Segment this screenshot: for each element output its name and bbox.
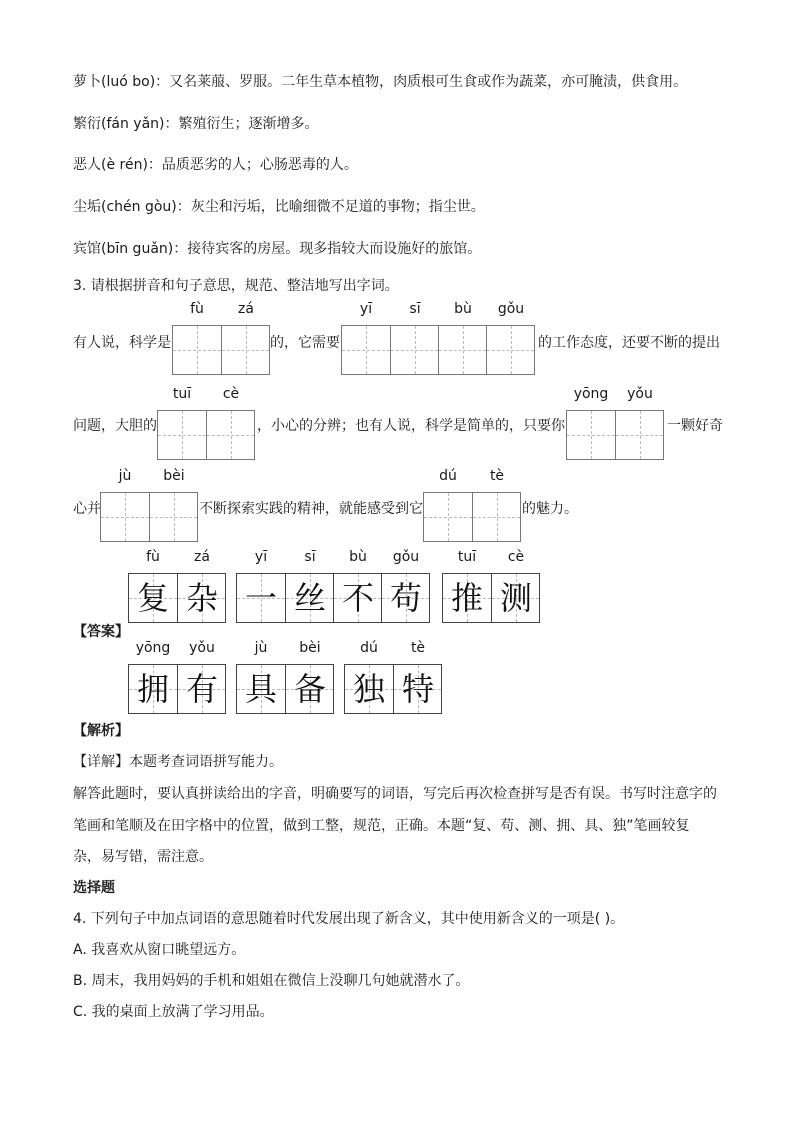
question-4: 4. 下列句子中加点词语的意思随着时代发展出现了新含义，其中使用新含义的一项是( )。 [73, 911, 625, 927]
sentence-text: 的工作态度，还要不断的提出 [538, 335, 720, 351]
writing-grid-tuice[interactable] [157, 386, 255, 460]
grid-cell[interactable] [149, 468, 197, 541]
pinyin-label: tuī [172, 386, 192, 402]
grid-cell[interactable] [615, 386, 663, 459]
pinyin-label: fù [146, 549, 160, 565]
answer-char: 复 [136, 579, 169, 617]
pinyin-label: sī [304, 549, 316, 565]
answer-grid-tuice [442, 549, 540, 623]
answer-cell [237, 640, 285, 713]
option-a[interactable]: A. 我喜欢从窗口眺望远方。 [73, 942, 246, 958]
grid-cell[interactable] [567, 386, 615, 459]
writing-grid-jubei[interactable] [100, 468, 198, 542]
answer-cell [491, 549, 539, 622]
answer-label: 【答案】 [73, 624, 129, 640]
analysis-detail: 【详解】本题考查词语拼写能力。 [73, 754, 283, 770]
answer-cell [333, 549, 381, 622]
answer-grid-fuza [128, 549, 226, 623]
answer-cell [285, 640, 333, 713]
grid-cell[interactable] [342, 301, 390, 374]
pinyin-label: dú [439, 468, 457, 484]
pinyin-label: bèi [163, 468, 185, 484]
answer-char: 独 [352, 670, 385, 708]
pinyin-label: zá [238, 301, 254, 317]
pinyin-label: tè [410, 640, 426, 656]
pinyin-label: yōng [573, 386, 609, 402]
answer-char: 不 [341, 579, 374, 617]
answer-char: 有 [185, 670, 218, 708]
writing-grid-yisibugou[interactable] [341, 301, 535, 375]
sentence-text: 问题，大胆的 [73, 418, 157, 434]
answer-cell [345, 640, 393, 713]
grid-cell[interactable] [158, 386, 206, 459]
pinyin-label: dú [360, 640, 378, 656]
answer-cell [285, 549, 333, 622]
grid-cell[interactable] [472, 468, 520, 541]
grid-cell[interactable] [438, 301, 486, 374]
sentence-text: 的魅力。 [522, 501, 578, 517]
sentence-text: ，小心的分辨；也有人说，科学是简单的，只要你 [257, 418, 565, 434]
answer-cell [129, 549, 177, 622]
pinyin-label: cè [507, 549, 525, 565]
pinyin-label: bèi [299, 640, 321, 656]
pinyin-label: zá [194, 549, 210, 565]
answer-cell [237, 549, 285, 622]
pinyin-label: cè [222, 386, 240, 402]
writing-grid-yongyou[interactable] [566, 386, 664, 460]
answer-char: 苟 [389, 579, 422, 617]
sentence-text: 不断探索实践的精神，就能感受到它 [199, 501, 423, 517]
pinyin-label: yī [359, 301, 373, 317]
answer-char: 特 [401, 670, 434, 708]
grid-cell[interactable] [173, 301, 221, 374]
answer-char: 具 [244, 670, 277, 708]
definition-luobo: 萝卜(luó bo)：又名莱菔、罗服。二年生草本植物，肉质根可生食或作为蔬菜，亦可腌渍，供食用。 [73, 74, 688, 90]
question-3: 3. 请根据拼音和句子意思，规范、整洁地写出字词。 [73, 278, 399, 294]
grid-cell[interactable] [486, 301, 534, 374]
answer-grid-yisibugou [236, 549, 430, 623]
writing-grid-dute[interactable] [423, 468, 521, 542]
answer-cell [381, 549, 429, 622]
answer-grid-yongyou [128, 640, 226, 714]
answer-grid-dute [344, 640, 442, 714]
answer-char: 拥 [136, 670, 169, 708]
pinyin-label: fù [190, 301, 204, 317]
pinyin-label: sī [409, 301, 421, 317]
answer-cell [177, 640, 225, 713]
definition-chengou: 尘垢(chén gòu)：灰尘和污垢，比喻细微不足道的事物；指尘世。 [73, 199, 485, 215]
analysis-label: 【解析】 [73, 723, 129, 739]
sentence-text: 有人说，科学是 [73, 335, 171, 351]
pinyin-label: yī [254, 549, 268, 565]
definition-binguan: 宾馆(bīn guǎn)：接待宾客的房屋。现多指较大而设施好的旅馆。 [73, 241, 482, 257]
sentence-text: 的，它需要 [270, 335, 340, 351]
answer-cell [129, 640, 177, 713]
answer-cell [443, 549, 491, 622]
sentence-text: 一颗好奇 [667, 418, 723, 434]
grid-cell[interactable] [101, 468, 149, 541]
answer-cell [177, 549, 225, 622]
pinyin-label: tuī [457, 549, 477, 565]
option-b[interactable]: B. 周末，我用妈妈的手机和姐姐在微信上没聊几句她就潜水了。 [73, 973, 470, 989]
sentence-text: 心并 [73, 501, 101, 517]
pinyin-label: gǒu [392, 549, 420, 565]
analysis-paragraph: 解答此题时，要认真拼读给出的字音，明确要写的词语，写完后再次检查拼写是否有误。书写时注意字的 [73, 786, 717, 802]
grid-cell[interactable] [206, 386, 254, 459]
grid-cell[interactable] [221, 301, 269, 374]
answer-char: 一 [244, 579, 277, 617]
option-c[interactable]: C. 我的桌面上放满了学习用品。 [73, 1004, 274, 1020]
pinyin-label: yǒu [627, 386, 653, 402]
answer-grid-jubei [236, 640, 334, 714]
pinyin-label: yōng [135, 640, 171, 656]
analysis-paragraph: 笔画和笔顺及在田字格中的位置，做到工整，规范，正确。本题“复、苟、测、拥、具、独”笔画较复 [73, 818, 690, 834]
grid-cell[interactable] [424, 468, 472, 541]
definition-fanyan: 繁衍(fán yǎn)：繁殖衍生；逐渐增多。 [73, 116, 319, 132]
grid-cell[interactable] [390, 301, 438, 374]
definition-eren: 恶人(è rén)：品质恶劣的人；心肠恶毒的人。 [73, 157, 358, 173]
pinyin-label: bù [349, 549, 367, 565]
answer-cell [393, 640, 441, 713]
answer-char: 丝 [293, 579, 326, 617]
analysis-paragraph: 杂，易写错，需注意。 [73, 849, 213, 865]
pinyin-label: jù [118, 468, 132, 484]
answer-char: 测 [499, 579, 532, 617]
pinyin-label: yǒu [189, 640, 215, 656]
answer-char: 杂 [185, 579, 218, 617]
answer-char: 推 [450, 579, 483, 617]
pinyin-label: bù [454, 301, 472, 317]
section-title: 选择题 [73, 880, 115, 896]
pinyin-label: jù [254, 640, 268, 656]
pinyin-label: gǒu [497, 301, 525, 317]
writing-grid-fuza[interactable] [172, 301, 270, 375]
answer-char: 备 [293, 670, 326, 708]
pinyin-label: tè [489, 468, 505, 484]
